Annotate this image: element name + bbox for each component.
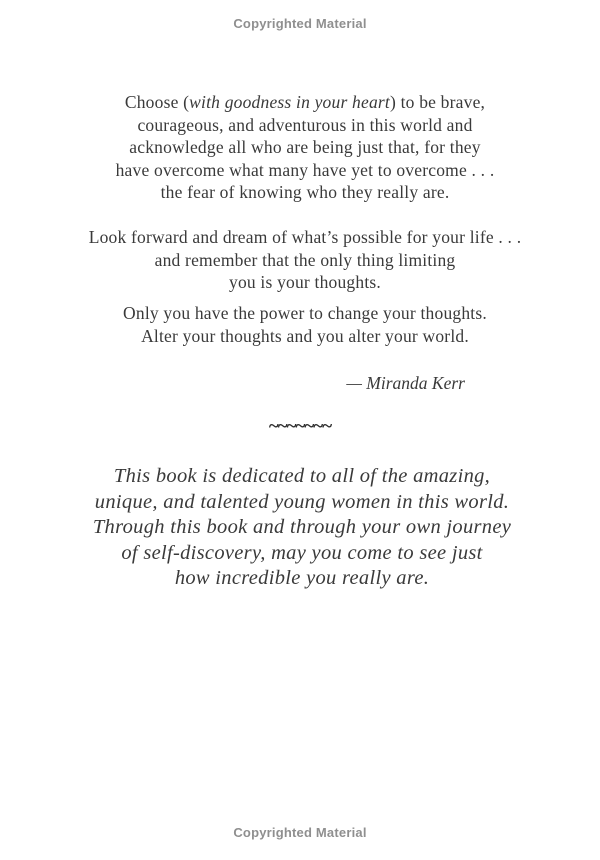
copyright-watermark-bottom: Copyrighted Material: [233, 825, 367, 840]
quote-line: acknowledge all who are being just that, for they: [129, 137, 481, 157]
dedication-line: Through this book and through your own journey: [92, 516, 512, 538]
quote-line: you is your thoughts.: [229, 272, 381, 292]
quote-line-italic: with goodness in your heart: [189, 92, 390, 112]
quote-line: courageous, and adventurous in this world and: [137, 114, 473, 135]
quote-attribution: — Miranda Kerr: [346, 373, 465, 393]
dedication-line: This book is dedicated to all of the amazing,: [113, 465, 491, 487]
dedication-line: of self-discovery, may you come to see just: [121, 541, 483, 564]
quote-line-roman: Choose (: [124, 92, 190, 112]
quote-paragraph-3: [5, 302, 600, 347]
quote-line: Only you have the power to change your thoughts.: [123, 303, 487, 323]
tilde-divider: ~~~~~~~: [268, 416, 332, 437]
quote-line: the fear of knowing who they really are.: [160, 182, 450, 202]
dedication-text: [2, 464, 600, 592]
quote-line: Alter your thoughts and you alter your world.: [141, 325, 469, 346]
quote-line: Look forward and dream of what’s possible for your life . . .: [88, 227, 522, 247]
quote-line: have overcome what many have yet to overcome . . .: [115, 159, 495, 180]
quote-paragraph-1: [5, 91, 600, 204]
quote-paragraph-2: [5, 226, 600, 294]
quote-line-roman: ) to be brave,: [390, 92, 486, 112]
quote-line: [5, 91, 600, 114]
dedication-line: unique, and talented young women in this world.: [94, 490, 510, 513]
quote-line: and remember that the only thing limiting: [154, 249, 456, 270]
copyright-watermark-top: Copyrighted Material: [233, 16, 367, 31]
dedication-line: how incredible you really are.: [174, 567, 430, 589]
